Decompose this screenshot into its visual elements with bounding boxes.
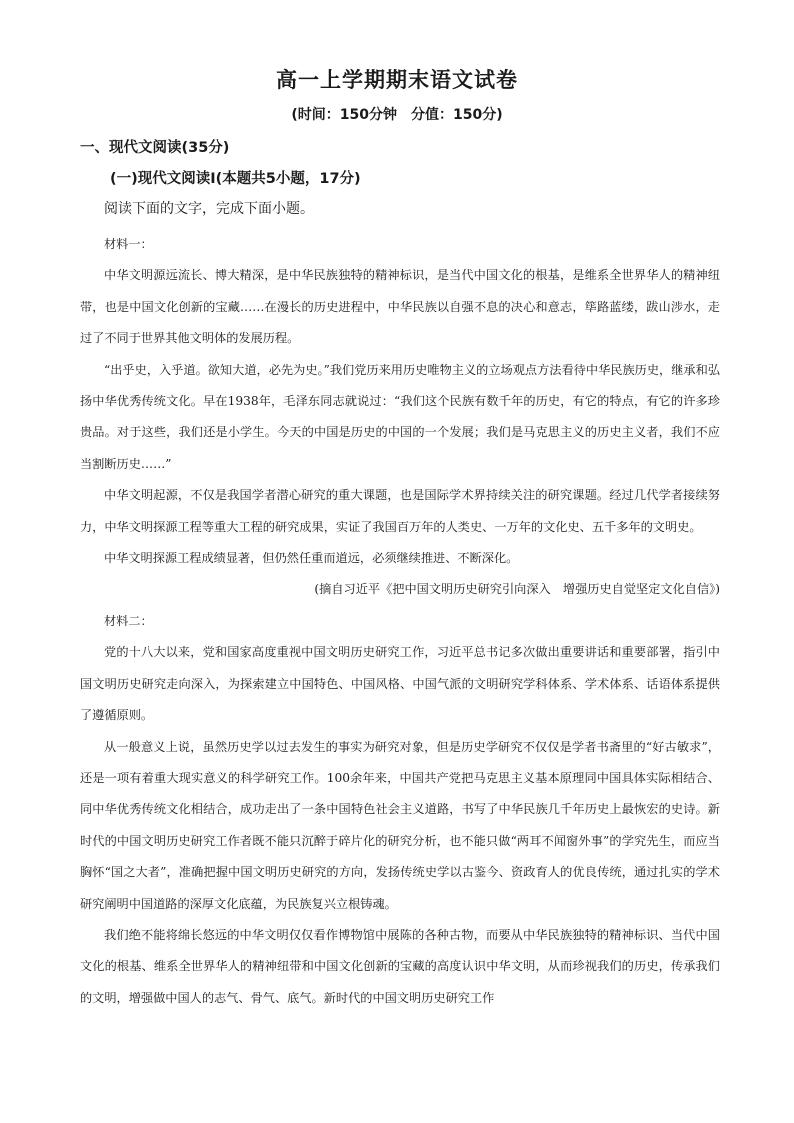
material-one-source: (摘自习近平《把中国文明历史研究引向深入 增强历史自觉坚定文化自信》) — [314, 582, 720, 597]
material-two-paragraph: 从一般意义上说，虽然历史学以过去发生的事实为研究对象，但是历史学研究不仅仅是学者书斋里的“好古敏求”，还是一项有着重大现实意义的科学研究工作。100余年来，中国共产党把马克思主义基本原理同中国具体实际相结合、同中华优秀传统文化相结合，成功走出了一条中国特色社会主义道路，书写了中华民族几千年历史上最恢宏的史诗。新时代的中国文明历史研究工作者既不能只沉醉于碎片化的研究分析，也不能只做“两耳不闻窗外事”的学究先生，而应当胸怀“国之大者”，准确把握中国文明历史研究的方向，发扬传统史学以古鉴今、资政育人的优良传统，通过扎实的学术研究阐明中国道路的深厚文化底蕴，为民族复兴立根铸魂。 — [80, 739, 720, 911]
exam-subtitle: (时间：150分钟 分值：150分) — [291, 107, 503, 123]
exam-title: 高一上学期期末语文试卷 — [276, 68, 518, 92]
material-two-paragraph: 我们绝不能将绵长悠远的中华文明仅仅看作博物馆中展陈的各种古物，而要从中华民族独特的精神标识、当代中国文化的根基、维系全世界华人的精神纽带和中国文化创新的宝藏的高度认识中华文明，从而珍视我们的历史，传承我们的文明，增强做中国人的志气、骨气、底气。新时代的中国文明历史研究工作 — [80, 927, 720, 1005]
material-one-label: 材料一： — [104, 237, 153, 251]
material-two-label: 材料二： — [104, 613, 153, 628]
reading-passage — [80, 229, 720, 1014]
material-one-paragraph: 中华文明起源，不仅是我国学者潜心研究的重大课题，也是国际学术界持续关注的研究课题。经过几代学者接续努力，中华文明探源工程等重大工程的研究成果，实证了我国百万年的人类史、一万年的文化史、五千多年的文明史。 — [80, 488, 720, 534]
sub-section-heading: (一)现代文阅读Ⅰ(本题共5小题，17分) — [110, 171, 361, 187]
material-two-paragraph: 党的十八大以来，党和国家高度重视中国文明历史研究工作，习近平总书记多次做出重要讲话和重要部署，指引中国文明历史研究走向深入，为探索建立中国特色、中国风格、中国气派的文明研究学科体系、学术体系、话语体系提供了遵循原则。 — [80, 645, 720, 723]
section-heading: 一、现代文阅读(35分) — [80, 140, 230, 156]
material-one-paragraph: 中华文明探源工程成绩显著，但仍然任重而道远，必须继续推进、不断深化。 — [104, 551, 519, 566]
material-one-paragraph: “出乎史，入乎道。欲知大道，必先为史。”我们党历来用历史唯物主义的立场观点方法看待中华民族历史，继承和弘扬中华优秀传统文化。早在1938年，毛泽东同志就说过：“我们这个民族有数千年的历史，有它的特点，有它的许多珍贵品。对于这些，我们还是小学生。今天的中国是历史的中国的一个发展；我们是马克思主义的历史主义者，我们不应当割断历史……” — [80, 362, 720, 471]
material-one-paragraph: 中华文明源远流长、博大精深，是中华民族独特的精神标识，是当代中国文化的根基，是维系全世界华人的精神纽带，也是中国文化创新的宝藏……在漫长的历史进程中，中华民族以自强不息的决心和意志，筚路蓝缕，跋山涉水，走过了不同于世界其他文明体的发展历程。 — [80, 268, 720, 346]
reading-instruction: 阅读下面的文字，完成下面小题。 — [104, 201, 314, 217]
